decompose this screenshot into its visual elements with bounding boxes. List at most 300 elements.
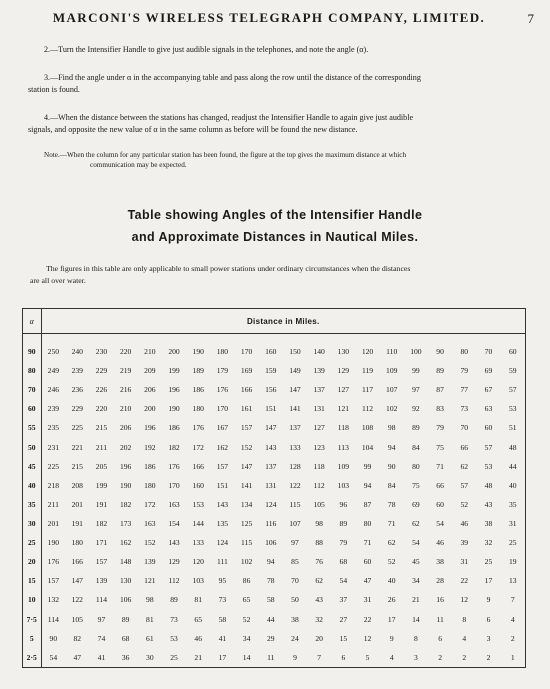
- distance-cell: 60: [436, 499, 444, 509]
- distance-cell: 103: [192, 576, 204, 586]
- distance-cell: 150: [289, 347, 301, 357]
- distance-cell: 90: [49, 633, 58, 643]
- distance-cell: 196: [144, 423, 156, 433]
- distance-cell: 109: [386, 366, 398, 376]
- distance-cell: 28: [436, 576, 444, 586]
- distance-cell: 43: [315, 595, 323, 605]
- distance-cell: 191: [95, 499, 108, 509]
- distance-cell: 58: [218, 614, 227, 624]
- distance-cell: 144: [192, 519, 204, 529]
- distance-cell: 96: [339, 499, 348, 509]
- instruction-step-4-line-2: signals, and opposite the new value of α in the same column as before will be found the new distance.: [28, 125, 358, 134]
- distance-cell: 97: [291, 538, 299, 548]
- distance-cell: 172: [144, 499, 156, 509]
- distance-cell: 89: [412, 423, 420, 433]
- distance-cell: 37: [339, 595, 348, 605]
- distance-cell: 206: [144, 385, 156, 395]
- distance-cell: 229: [95, 366, 108, 376]
- distance-cell: 78: [266, 576, 275, 586]
- distance-cell: 76: [315, 557, 323, 567]
- distance-cell: 218: [47, 480, 60, 490]
- alpha-cell: 10: [23, 590, 41, 609]
- distance-cell: 75: [436, 442, 444, 452]
- distance-cell: 105: [313, 499, 325, 509]
- distance-cell: 152: [240, 442, 253, 452]
- distance-cell: 4: [510, 614, 515, 624]
- distance-cell: 69: [484, 366, 493, 376]
- distance-cell: 80: [412, 461, 420, 471]
- distance-cell: 41: [218, 633, 227, 643]
- distance-cell: 153: [192, 499, 204, 509]
- distance-cell: 54: [436, 519, 444, 529]
- distance-cell: 89: [170, 595, 178, 605]
- distance-cell: 180: [216, 347, 229, 357]
- distance-cell: 106: [119, 595, 132, 605]
- distance-cell: 34: [242, 633, 251, 643]
- distance-cell: 191: [71, 519, 83, 529]
- distance-cell: 221: [71, 442, 83, 452]
- distance-cell: 120: [361, 347, 374, 357]
- distance-cell: 3: [486, 633, 491, 643]
- distance-cell: 51: [508, 423, 517, 433]
- distance-cell: 65: [242, 595, 251, 605]
- distance-cell: 57: [460, 480, 469, 490]
- distance-cell: 11: [267, 652, 275, 662]
- table-row: [23, 361, 525, 380]
- distance-cell: 176: [47, 557, 60, 567]
- alpha-cell: 30: [23, 514, 41, 533]
- distance-cell: 112: [361, 404, 374, 414]
- distance-cell: 205: [95, 461, 108, 471]
- distance-cell: 132: [47, 595, 60, 605]
- distance-cell: 44: [508, 461, 517, 471]
- distance-cell: 161: [240, 404, 253, 414]
- distance-cell: 63: [484, 404, 493, 414]
- distance-cell: 79: [436, 423, 444, 433]
- distance-cell: 134: [240, 499, 253, 509]
- note-line-2: communication may be expected.: [90, 161, 187, 169]
- instruction-step-3-line-1: 3.—Find the angle under α in the accompanying table and pass along the row until the distance of the corresponding: [44, 73, 421, 82]
- instruction-step-3-line-2: station is found.: [28, 85, 80, 94]
- distance-cell: 90: [436, 347, 444, 357]
- distance-cell: 45: [412, 557, 420, 567]
- distance-cell: 80: [363, 519, 372, 529]
- distance-cell: 39: [460, 538, 469, 548]
- distance-cell: 117: [361, 385, 374, 395]
- distance-cell: 88: [315, 538, 323, 548]
- page-header-title: MARCONI'S WIRELESS TELEGRAPH COMPANY, LIMITED.: [52, 10, 486, 25]
- distance-cell: 122: [71, 595, 83, 605]
- distance-cell: 190: [168, 404, 180, 414]
- distance-cell: 31: [460, 557, 469, 567]
- distance-cell: 73: [460, 404, 469, 414]
- distance-cell: 98: [387, 423, 396, 433]
- distance-cell: 87: [436, 385, 444, 395]
- distance-cell: 34: [412, 576, 420, 586]
- distance-cell: 216: [119, 385, 132, 395]
- distance-cell: 226: [95, 385, 108, 395]
- distance-cell: 60: [484, 423, 493, 433]
- alpha-cell: 60: [23, 399, 41, 418]
- table-row: [23, 438, 525, 457]
- note-line-1: Note.—When the column for any particular station has been found, the figure at the top gives the maximum distance at which: [44, 151, 407, 159]
- distance-cell: 170: [216, 404, 229, 414]
- distance-cell: 38: [436, 557, 444, 567]
- distance-cell: 52: [460, 499, 469, 509]
- distance-cell: 62: [315, 576, 323, 586]
- distance-cell: 166: [192, 461, 204, 471]
- distance-cell: 118: [337, 423, 349, 433]
- distance-cell: 209: [144, 366, 156, 376]
- distance-cell: 169: [240, 366, 253, 376]
- distance-cell: 99: [412, 366, 420, 376]
- table-row: [23, 457, 525, 476]
- table-row: [23, 380, 525, 399]
- distance-cell: 70: [460, 423, 469, 433]
- distance-cell: 2: [486, 652, 491, 662]
- distance-cell: 163: [168, 499, 180, 509]
- distance-cell: 82: [73, 633, 82, 643]
- distance-cell: 25: [508, 538, 517, 548]
- distance-cell: 115: [241, 538, 253, 548]
- distance-cell: 186: [168, 423, 180, 433]
- distance-cell: 102: [386, 404, 398, 414]
- distance-cell: 36: [121, 652, 130, 662]
- distance-cell: 81: [146, 614, 154, 624]
- distance-cell: 30: [146, 652, 154, 662]
- distance-cell: 3: [414, 652, 418, 662]
- distance-cell: 67: [484, 385, 493, 395]
- distance-cell: 211: [95, 442, 108, 452]
- distance-cell: 104: [361, 442, 374, 452]
- distance-cell: 89: [436, 366, 444, 376]
- distance-cell: 68: [339, 557, 348, 567]
- distance-cell: 2: [438, 652, 442, 662]
- distance-cell: 102: [240, 557, 253, 567]
- distance-cell: 196: [119, 461, 132, 471]
- distance-cell: 114: [47, 614, 59, 624]
- distance-cell: 38: [484, 519, 493, 529]
- distance-cell: 157: [47, 576, 60, 586]
- distance-cell: 160: [192, 480, 204, 490]
- distance-cell: 94: [363, 480, 372, 490]
- distance-cell: 14: [242, 652, 251, 662]
- distance-cell: 137: [313, 385, 325, 395]
- alpha-column-header: α: [23, 309, 41, 334]
- distance-cell: 4: [389, 652, 394, 662]
- distance-cell: 98: [315, 519, 323, 529]
- alpha-cell: 7·5: [23, 610, 41, 629]
- alpha-cell: 80: [23, 361, 41, 380]
- distance-cell: 171: [95, 538, 108, 548]
- distance-cell: 206: [119, 423, 132, 433]
- distance-cell: 32: [315, 614, 323, 624]
- distance-cell: 179: [216, 366, 229, 376]
- distance-cell: 186: [192, 385, 204, 395]
- page-number: 7: [527, 11, 534, 26]
- distance-cell: 139: [144, 557, 156, 567]
- distance-cell: 46: [436, 538, 444, 548]
- distance-cell: 147: [265, 423, 277, 433]
- distance-cell: 199: [168, 366, 180, 376]
- distance-cell: 240: [71, 347, 83, 357]
- distance-cell: 60: [508, 347, 517, 357]
- distance-cell: 81: [194, 595, 203, 605]
- distance-cell: 107: [386, 385, 398, 395]
- distance-cell: 9: [486, 595, 491, 605]
- distance-cell: 162: [119, 538, 132, 548]
- distance-cell: 38: [291, 614, 299, 624]
- distance-cell: 74: [97, 633, 106, 643]
- distance-cell: 79: [339, 538, 348, 548]
- distance-cell: 66: [460, 442, 469, 452]
- distance-cell: 52: [242, 614, 251, 624]
- distance-cell: 5: [365, 652, 370, 662]
- distance-cell: 176: [216, 385, 229, 395]
- distance-cell: 225: [47, 461, 60, 471]
- distance-cell: 32: [484, 538, 493, 548]
- alpha-cell: 25: [23, 533, 41, 552]
- distance-cell: 148: [119, 557, 132, 567]
- table-row: [23, 399, 525, 418]
- distance-cell: 13: [508, 576, 517, 586]
- distance-cell: 73: [218, 595, 227, 605]
- distance-cell: 139: [95, 576, 108, 586]
- distance-cell: 210: [144, 347, 156, 357]
- alpha-cell: 50: [23, 438, 41, 457]
- distance-cell: 58: [266, 595, 275, 605]
- distance-cell: 106: [265, 538, 277, 548]
- distance-cell: 90: [387, 461, 396, 471]
- distance-cell: 69: [412, 499, 420, 509]
- distance-cell: 246: [47, 385, 60, 395]
- table-row: [23, 533, 525, 552]
- distance-cell: 29: [266, 633, 275, 643]
- distance-cell: 119: [361, 366, 374, 376]
- distance-cell: 163: [144, 519, 156, 529]
- distance-cell: 26: [387, 595, 396, 605]
- table-row: [23, 648, 525, 667]
- distance-cell: 180: [71, 538, 83, 548]
- distance-cell: 220: [95, 404, 108, 414]
- distance-cell: 196: [168, 385, 180, 395]
- distance-cell: 16: [436, 595, 444, 605]
- distance-cell: 135: [216, 519, 229, 529]
- distance-cell: 190: [192, 347, 204, 357]
- distance-column-header: Distance in Miles.: [41, 309, 525, 334]
- distance-cell: 162: [216, 442, 229, 452]
- distance-cell: 31: [508, 519, 517, 529]
- distance-cell: 190: [47, 538, 60, 548]
- distance-cell: 84: [412, 442, 420, 452]
- distance-cell: 249: [47, 366, 60, 376]
- table-row: [23, 552, 525, 571]
- distance-cell: 54: [412, 538, 420, 548]
- distance-cell: 170: [240, 347, 253, 357]
- distance-cell: 68: [121, 633, 130, 643]
- distance-cell: 215: [95, 423, 108, 433]
- distance-cell: 139: [313, 366, 325, 376]
- distance-cell: 127: [313, 423, 325, 433]
- distance-cell: 17: [484, 576, 493, 586]
- distance-cell: 9: [389, 633, 394, 643]
- distance-cell: 143: [216, 499, 229, 509]
- distance-cell: 115: [289, 499, 301, 509]
- distance-cell: 114: [95, 595, 108, 605]
- distance-cell: 94: [387, 442, 396, 452]
- distance-cell: 83: [436, 404, 444, 414]
- distance-cell: 182: [119, 499, 132, 509]
- distance-cell: 236: [71, 385, 83, 395]
- distance-cell: 78: [387, 499, 396, 509]
- distance-cell: 62: [460, 461, 469, 471]
- distance-cell: 131: [313, 404, 325, 414]
- distance-cell: 200: [168, 347, 180, 357]
- distance-cell: 54: [49, 652, 58, 662]
- distance-cell: 140: [313, 347, 325, 357]
- distance-cell: 110: [386, 347, 398, 357]
- distance-cell: 59: [508, 366, 517, 376]
- distance-cell: 120: [192, 557, 204, 567]
- distance-cell: 52: [387, 557, 396, 567]
- distance-cell: 53: [170, 633, 178, 643]
- distance-cell: 211: [47, 499, 59, 509]
- distance-cell: 173: [119, 519, 132, 529]
- distance-cell: 151: [265, 404, 277, 414]
- table-row: [23, 514, 525, 533]
- distance-cell: 35: [508, 499, 517, 509]
- distance-cell: 176: [168, 461, 180, 471]
- distance-cell: 186: [144, 461, 156, 471]
- distance-cell: 41: [97, 652, 106, 662]
- distance-cell: 7: [317, 652, 322, 662]
- distance-cell: 19: [508, 557, 517, 567]
- distance-cell: 57: [484, 442, 493, 452]
- distance-cell: 6: [438, 633, 442, 643]
- distance-cell: 20: [315, 633, 323, 643]
- distance-table: [22, 308, 526, 668]
- distance-cell: 112: [313, 480, 325, 490]
- distance-cell: 12: [363, 633, 372, 643]
- distance-cell: 230: [95, 347, 108, 357]
- distance-cell: 118: [313, 461, 325, 471]
- distance-cell: 123: [313, 442, 325, 452]
- instruction-step-4-line-1: 4.—When the distance between the stations has changed, readjust the Intensifier Handle to again give just audible: [44, 113, 414, 122]
- distance-cell: 124: [265, 499, 277, 509]
- distance-cell: 141: [289, 404, 301, 414]
- distance-cell: 152: [144, 538, 156, 548]
- distance-cell: 116: [265, 519, 277, 529]
- alpha-cell: 15: [23, 571, 41, 590]
- distance-cell: 44: [266, 614, 275, 624]
- distance-cell: 21: [194, 652, 203, 662]
- distance-cell: 111: [216, 557, 228, 567]
- distance-cell: 97: [97, 614, 106, 624]
- distance-cell: 157: [240, 423, 253, 433]
- distance-cell: 113: [337, 442, 349, 452]
- distance-cell: 99: [363, 461, 372, 471]
- distance-cell: 89: [121, 614, 130, 624]
- distance-cell: 107: [289, 519, 301, 529]
- distance-cell: 22: [363, 614, 372, 624]
- distance-cell: 166: [71, 557, 83, 567]
- distance-cell: 154: [168, 519, 180, 529]
- distance-cell: 47: [73, 652, 82, 662]
- distance-cell: 143: [265, 442, 277, 452]
- distance-cell: 109: [337, 461, 350, 471]
- distance-cell: 40: [387, 576, 396, 586]
- distance-cell: 60: [363, 557, 372, 567]
- distance-cell: 21: [412, 595, 420, 605]
- distance-cell: 176: [192, 423, 204, 433]
- alpha-cell: 40: [23, 476, 41, 495]
- distance-cell: 124: [216, 538, 229, 548]
- distance-cell: 95: [218, 576, 227, 586]
- distance-cell: 40: [508, 480, 517, 490]
- distance-cell: 199: [95, 480, 108, 490]
- table-row: [23, 495, 525, 514]
- distance-cell: 84: [387, 480, 396, 490]
- distance-cell: 202: [119, 442, 132, 452]
- distance-cell: 9: [293, 652, 297, 662]
- distance-cell: 131: [265, 480, 277, 490]
- instruction-step-2: 2.—Turn the Intensifier Handle to give just audible signals in the telephones, and note the angle (α).: [44, 45, 369, 54]
- distance-cell: 22: [460, 576, 469, 586]
- distance-cell: 170: [168, 480, 180, 490]
- distance-cell: 75: [412, 480, 420, 490]
- distance-cell: 62: [412, 519, 420, 529]
- distance-cell: 133: [289, 442, 301, 452]
- distance-cell: 149: [289, 366, 301, 376]
- table-row: [23, 610, 525, 629]
- distance-cell: 220: [119, 347, 132, 357]
- alpha-cell: 45: [23, 457, 41, 476]
- distance-cell: 15: [339, 633, 348, 643]
- distance-cell: 66: [436, 480, 444, 490]
- distance-cell: 166: [240, 385, 253, 395]
- distance-cell: 147: [71, 576, 83, 586]
- distance-cell: 70: [484, 347, 493, 357]
- distance-cell: 1: [510, 652, 515, 662]
- distance-cell: 4: [462, 633, 467, 643]
- distance-cell: 215: [71, 461, 83, 471]
- distance-cell: 159: [265, 366, 277, 376]
- distance-cell: 127: [337, 385, 350, 395]
- distance-cell: 190: [119, 480, 132, 490]
- distance-cell: 108: [361, 423, 374, 433]
- distance-cell: 97: [412, 385, 420, 395]
- distance-cell: 24: [291, 633, 299, 643]
- distance-cell: 130: [119, 576, 132, 586]
- distance-cell: 65: [194, 614, 203, 624]
- alpha-cell: 35: [23, 495, 41, 514]
- distance-cell: 25: [484, 557, 493, 567]
- distance-cell: 201: [47, 519, 60, 529]
- table-row: [23, 476, 525, 495]
- distance-cell: 100: [410, 347, 422, 357]
- alpha-cell: 20: [23, 552, 41, 571]
- distance-cell: 87: [363, 499, 372, 509]
- distance-cell: 141: [240, 480, 253, 490]
- distance-cell: 73: [170, 614, 178, 624]
- distance-cell: 128: [289, 461, 301, 471]
- distance-cell: 103: [337, 480, 350, 490]
- distance-cell: 129: [168, 557, 180, 567]
- distance-cell: 182: [168, 442, 180, 452]
- distance-cell: 43: [484, 499, 493, 509]
- distance-cell: 94: [266, 557, 275, 567]
- distance-cell: 210: [119, 404, 132, 414]
